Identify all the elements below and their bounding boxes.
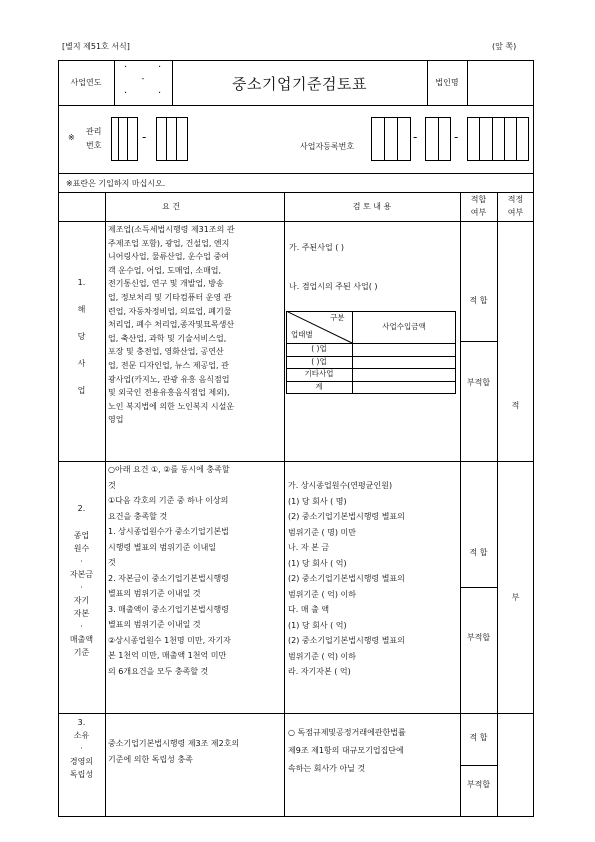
row3-label: 3. 소유 · 경영의 독립성 [69,718,94,779]
inner-head-top: 구분 [330,313,345,322]
corp-name-field[interactable] [470,66,530,100]
mgmt-number-label-1: 관리 [86,127,102,136]
col-requirement: 요 건 [162,202,180,211]
col-proper-2: 여부 [507,208,524,217]
page-side-label: (앞 쪽) [492,42,517,51]
inner-row: 기타사업 [304,369,334,378]
corp-name-label: 법인명 [435,78,459,87]
bizreg-dash: - [413,130,418,144]
row1-label: 1. 해 당 사 업 [77,278,86,395]
bizreg-label: 사업자등록번호 [300,142,355,151]
period-label: 사업연도 [70,78,102,87]
period-dot: · [124,88,128,99]
inner-row: ( )업 [311,357,327,366]
row3-fit[interactable]: 적 합 [469,733,488,742]
inner-row: ( )업 [311,344,327,353]
row1-fit[interactable]: 적 합 [469,296,488,305]
row2-label: 2. 종업 원수 · 자본금 · 자기 자본 · 매출액 기준 [69,504,94,657]
row1-requirement: 제조업(소득세법시행령 제31조의 관 주제조업 포함), 광업, 건설업, 엔지 니어링사업, 물류산업, 운수업 중여 객 운수업, 어업, 도매업, 소매업, 전기통신업, 연구 및 개발업, 방송 업, 정보처리 및 기타컴퓨터 운영 관 련업, 자동차정비업, 의료업, 폐기물 처리업, 폐수 처리업,종자및묘목생산 업, 축산업, 과학 및 기술서비스업, 포장 및 충전업, 영화산업, 공연산 업, 전문 디자인업, 뉴스 제공업, 관 광사업(카지노, 관광 유흥 음식점업 및 외국인 전용유흥음식점업 제외), 노인 복지법에 의한 노인복지 시설운 영업 [108,225,235,425]
row2-unfit[interactable]: 부적합 [466,633,491,642]
form-number-label: [별지 제51호 서식] [62,42,130,51]
row2-fit[interactable]: 적 합 [469,548,488,557]
period-dot: · [124,62,128,73]
mgmt-star: ※ [68,133,75,142]
proper-mark-1: 적 [511,401,520,410]
period-dash: - [141,74,145,83]
col-fit-1: 적합 [470,195,487,204]
col-proper-1: 적정 [507,195,524,204]
mgmt-dash: - [142,130,147,144]
bizreg-box-1[interactable] [371,117,411,161]
inner-head-bottom: 업태별 [291,330,313,339]
row1-main-business: 가. 주된사업 ( ) [289,243,345,252]
inner-row: 계 [315,382,323,391]
bizreg-dash: - [454,130,459,144]
mgmt-number-box-1[interactable] [111,117,138,161]
row2-requirement: ○아래 요건 ①, ②를 동시에 충족할 것 ①다음 각호의 기준 중 하나 이상의 요건을 충족할 것 1. 상시종업원수가 중소기업기본법 시행령 별표의 범위기준 이내일 것 2. 자본금이 중소기업기본법시행령 별표의 범위기준 이내일 것 3. 매출액이 중소기업기본법시행령 별표의 범위기준 이내일 것 ②상시종업원수 1천명 미만, 자기자 본 1천억 미만, 매출액 1천억 미만 의 6개요건을 모두 충족할 것 [108,465,231,676]
row3-requirement: 중소기업기본법시행령 제3조 제2호의 기준에 의한 독립성 충족 [108,739,240,764]
col-review: 검 토 내 용 [352,202,392,211]
form-title: 중소기업기준검토표 [232,75,367,93]
note-text: ※표란은 기입하지 마십시오. [66,179,166,188]
row2-review: 가. 상시종업원수(연평균인원) (1) 당 회사 ( 명) (2) 중소기업기본법시행령 별표의 범위기준 ( 명) 미만 나. 자 본 금 (1) 당 회사 ( 억) (2) 중소기업기본법시행령 별표의 범위기준 ( 억) 이하 다. 매 출 액 (1) 당 회사 ( 억) (2) 중소기업기본법시행령 별표의 범위기준 ( 억) 이하 라. 자기자본 ( 억) [288,481,405,676]
row3-review: ○ 독점규제및공정거래에관한법률 제9조 제1항의 대규모기업집단에 속하는 회사가 아닐 것 [288,728,406,773]
col-fit-2: 여부 [470,208,487,217]
row3-unfit[interactable]: 부적합 [466,780,491,789]
proper-mark-2: 부 [511,593,520,602]
mgmt-number-label-2: 번호 [86,141,102,150]
period-dot: · [158,88,162,99]
inner-head-income: 사업수입금액 [382,322,426,331]
bizreg-box-3[interactable] [467,117,529,161]
row1-sub-business: 나. 겸업시의 주된 사업( ) [289,282,378,291]
mgmt-number-box-2[interactable] [156,117,188,161]
row1-unfit[interactable]: 부적합 [466,378,491,387]
period-dot: · [158,62,162,73]
